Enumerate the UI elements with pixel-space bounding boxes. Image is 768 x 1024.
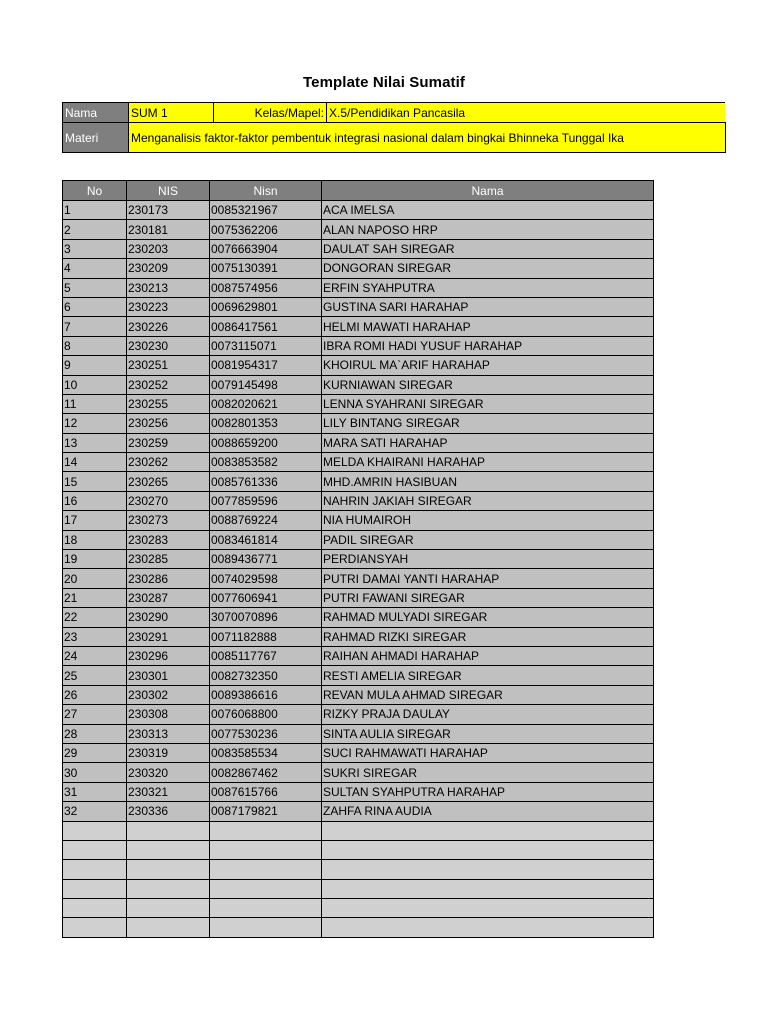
cell-no[interactable]: 26 [63,685,127,704]
cell-nisn[interactable]: 0076068800 [210,705,322,724]
cell-nisn[interactable]: 0076663904 [210,239,322,258]
cell-nisn[interactable]: 0079145498 [210,375,322,394]
cell-nis[interactable]: 230308 [127,705,210,724]
table-row [63,530,654,549]
cell-no[interactable] [63,899,127,918]
column-header-no[interactable]: No [63,181,127,201]
cell-no[interactable]: 21 [63,588,127,607]
cell-no[interactable] [63,918,127,937]
kelas-value-cell[interactable]: X.5/Pendidikan Pancasila [327,103,726,123]
student-table [62,180,654,938]
table-row [63,433,654,452]
cell-nama[interactable] [322,840,654,859]
cell-nis[interactable]: 230209 [127,259,210,278]
cell-nama[interactable]: PUTRI DAMAI YANTI HARAHAP [322,569,654,588]
cell-nis[interactable]: 230287 [127,588,210,607]
cell-nisn[interactable]: 0077859596 [210,491,322,510]
cell-nis[interactable]: 230320 [127,763,210,782]
cell-nisn[interactable] [210,821,322,840]
cell-nis[interactable]: 230226 [127,317,210,336]
header-table [62,102,726,153]
cell-nisn[interactable]: 0087615766 [210,782,322,801]
cell-nisn[interactable]: 0082732350 [210,666,322,685]
table-row [63,666,654,685]
cell-nama[interactable] [322,821,654,840]
cell-nama[interactable]: IBRA ROMI HADI YUSUF HARAHAP [322,336,654,355]
cell-no[interactable] [63,821,127,840]
nama-label: Nama [63,103,129,123]
cell-nama[interactable]: REVAN MULA AHMAD SIREGAR [322,685,654,704]
cell-nis[interactable] [127,840,210,859]
cell-nama[interactable]: SULTAN SYAHPUTRA HARAHAP [322,782,654,801]
cell-nisn[interactable]: 0071182888 [210,627,322,646]
cell-no[interactable]: 17 [63,511,127,530]
cell-no[interactable]: 4 [63,259,127,278]
cell-no[interactable]: 6 [63,297,127,316]
cell-nisn[interactable]: 0073115071 [210,336,322,355]
cell-no[interactable]: 12 [63,414,127,433]
cell-nis[interactable]: 230223 [127,297,210,316]
cell-no[interactable]: 16 [63,491,127,510]
cell-no[interactable] [63,840,127,859]
cell-nis[interactable] [127,860,210,879]
cell-nama[interactable]: RAHMAD RIZKI SIREGAR [322,627,654,646]
table-row [63,646,654,665]
cell-nisn[interactable]: 0077530236 [210,724,322,743]
cell-nama[interactable]: NIA HUMAIROH [322,511,654,530]
cell-nis[interactable]: 230313 [127,724,210,743]
cell-nisn[interactable] [210,879,322,898]
cell-nisn[interactable]: 0086417561 [210,317,322,336]
table-row [63,453,654,472]
cell-nisn[interactable]: 0075362206 [210,220,322,239]
cell-nisn[interactable]: 0087574956 [210,278,322,297]
table-row [63,220,654,239]
cell-nisn[interactable]: 0089436771 [210,550,322,569]
table-row [63,356,654,375]
table-row [63,511,654,530]
table-row [63,278,654,297]
cell-nama[interactable]: ALAN NAPOSO HRP [322,220,654,239]
cell-nisn[interactable]: 0075130391 [210,259,322,278]
table-row [63,627,654,646]
cell-nis[interactable]: 230181 [127,220,210,239]
cell-nisn[interactable]: 0081954317 [210,356,322,375]
cell-nama[interactable]: NAHRIN JAKIAH SIREGAR [322,491,654,510]
cell-nis[interactable]: 230321 [127,782,210,801]
cell-nisn[interactable] [210,840,322,859]
table-row [63,724,654,743]
cell-nisn[interactable] [210,918,322,937]
table-row [63,685,654,704]
cell-nis[interactable]: 230255 [127,394,210,413]
cell-nama[interactable]: LILY BINTANG SIREGAR [322,414,654,433]
cell-nisn[interactable]: 0085117767 [210,646,322,665]
column-header-nama[interactable]: Nama [322,181,654,201]
cell-no[interactable] [63,860,127,879]
table-row [63,297,654,316]
cell-nisn[interactable]: 0074029598 [210,569,322,588]
table-row [63,550,654,569]
cell-nama[interactable]: RAHMAD MULYADI SIREGAR [322,608,654,627]
table-row [63,472,654,491]
cell-nama[interactable]: PERDIANSYAH [322,550,654,569]
cell-nisn[interactable]: 0082801353 [210,414,322,433]
cell-nama[interactable]: KHOIRUL MA`ARIF HARAHAP [322,356,654,375]
table-row [63,201,654,220]
cell-nis[interactable] [127,821,210,840]
cell-nis[interactable]: 230270 [127,491,210,510]
table-header-row [63,181,654,201]
cell-nis[interactable]: 230273 [127,511,210,530]
cell-nama[interactable] [322,918,654,937]
cell-no[interactable]: 13 [63,433,127,452]
table-row [63,375,654,394]
cell-no[interactable]: 3 [63,239,127,258]
cell-no[interactable]: 20 [63,569,127,588]
table-body [63,201,654,938]
cell-nis[interactable]: 230319 [127,743,210,762]
cell-no[interactable]: 22 [63,608,127,627]
cell-nis[interactable]: 230285 [127,550,210,569]
kelas-label: Kelas/Mapel: [214,103,327,123]
cell-nama[interactable]: ERFIN SYAHPUTRA [322,278,654,297]
table-row [63,336,654,355]
cell-no[interactable]: 23 [63,627,127,646]
empty-table-row [63,899,654,918]
cell-nisn[interactable]: 0083585534 [210,743,322,762]
table-row [63,705,654,724]
empty-table-row [63,918,654,937]
cell-nisn[interactable]: 0083853582 [210,453,322,472]
cell-nisn[interactable]: 0083461814 [210,530,322,549]
column-header-nisn[interactable]: Nisn [210,181,322,201]
cell-no[interactable]: 15 [63,472,127,491]
cell-no[interactable]: 10 [63,375,127,394]
cell-nisn[interactable] [210,899,322,918]
empty-table-row [63,879,654,898]
cell-nisn[interactable]: 0082867462 [210,763,322,782]
table-row [63,317,654,336]
page-title: Template Nilai Sumatif [303,74,465,91]
cell-nama[interactable] [322,879,654,898]
table-row [63,414,654,433]
cell-nama[interactable]: PUTRI FAWANI SIREGAR [322,588,654,607]
cell-nama[interactable]: RAIHAN AHMADI HARAHAP [322,646,654,665]
empty-table-row [63,840,654,859]
cell-nisn[interactable] [210,860,322,879]
materi-label: Materi [63,123,129,153]
cell-nis[interactable]: 230296 [127,646,210,665]
materi-value-cell[interactable]: Menganalisis faktor-faktor pembentuk integrasi nasional dalam bingkai Bhinneka Tunggal Ika [129,123,726,153]
cell-nisn[interactable]: 0089386616 [210,685,322,704]
cell-no[interactable]: 11 [63,394,127,413]
table-row [63,743,654,762]
table-row [63,569,654,588]
table-row [63,782,654,801]
cell-no[interactable]: 32 [63,802,127,821]
cell-nis[interactable]: 230290 [127,608,210,627]
cell-nama[interactable]: SUCI RAHMAWATI HARAHAP [322,743,654,762]
cell-nama[interactable]: RESTI AMELIA SIREGAR [322,666,654,685]
cell-nama[interactable]: HELMI MAWATI HARAHAP [322,317,654,336]
cell-no[interactable]: 19 [63,550,127,569]
cell-no[interactable]: 27 [63,705,127,724]
cell-nama[interactable]: DAULAT SAH SIREGAR [322,239,654,258]
table-row [63,239,654,258]
cell-nis[interactable]: 230259 [127,433,210,452]
cell-nis[interactable] [127,879,210,898]
cell-nama[interactable]: MARA SATI HARAHAP [322,433,654,452]
table-row [63,608,654,627]
cell-nisn[interactable]: 0088769224 [210,511,322,530]
cell-nama[interactable]: MHD.AMRIN HASIBUAN [322,472,654,491]
cell-nisn[interactable]: 3070070896 [210,608,322,627]
table-row [63,802,654,821]
cell-nis[interactable]: 230256 [127,414,210,433]
cell-nama[interactable]: PADIL SIREGAR [322,530,654,549]
cell-nisn[interactable]: 0085321967 [210,201,322,220]
cell-no[interactable]: 2 [63,220,127,239]
materi-row [63,123,726,153]
empty-table-row [63,860,654,879]
cell-no[interactable]: 31 [63,782,127,801]
cell-nama[interactable] [322,899,654,918]
cell-nis[interactable]: 230173 [127,201,210,220]
cell-nis[interactable] [127,899,210,918]
cell-nis[interactable]: 230251 [127,356,210,375]
cell-no[interactable] [63,879,127,898]
cell-nis[interactable]: 230301 [127,666,210,685]
cell-no[interactable]: 29 [63,743,127,762]
cell-nama[interactable]: RIZKY PRAJA DAULAY [322,705,654,724]
cell-nis[interactable]: 230283 [127,530,210,549]
table-row [63,259,654,278]
cell-no[interactable]: 5 [63,278,127,297]
cell-nis[interactable]: 230262 [127,453,210,472]
table-row [63,588,654,607]
cell-nisn[interactable]: 0077606941 [210,588,322,607]
cell-nis[interactable]: 230265 [127,472,210,491]
column-header-nis[interactable]: NIS [127,181,210,201]
cell-nis[interactable]: 230203 [127,239,210,258]
table-row [63,394,654,413]
cell-no[interactable]: 1 [63,201,127,220]
table-row [63,491,654,510]
nama-value-cell[interactable]: SUM 1 [129,103,214,123]
cell-nama[interactable]: GUSTINA SARI HARAHAP [322,297,654,316]
cell-nis[interactable]: 230230 [127,336,210,355]
cell-no[interactable]: 14 [63,453,127,472]
cell-nama[interactable]: ACA IMELSA [322,201,654,220]
cell-nama[interactable] [322,860,654,879]
cell-no[interactable]: 24 [63,646,127,665]
cell-nisn[interactable]: 0082020621 [210,394,322,413]
kelas-highlight-extension [655,103,723,122]
cell-nama[interactable]: KURNIAWAN SIREGAR [322,375,654,394]
cell-no[interactable]: 28 [63,724,127,743]
nama-row [63,103,726,123]
cell-nama[interactable]: MELDA KHAIRANI HARAHAP [322,453,654,472]
table-row [63,763,654,782]
cell-nis[interactable] [127,918,210,937]
cell-no[interactable]: 18 [63,530,127,549]
cell-no[interactable]: 8 [63,336,127,355]
cell-no[interactable]: 9 [63,356,127,375]
cell-nama[interactable]: ZAHFA RINA AUDIA [322,802,654,821]
cell-nisn[interactable]: 0085761336 [210,472,322,491]
cell-no[interactable]: 7 [63,317,127,336]
cell-nama[interactable]: DONGORAN SIREGAR [322,259,654,278]
cell-nama[interactable]: LENNA SYAHRANI SIREGAR [322,394,654,413]
cell-no[interactable]: 30 [63,763,127,782]
cell-nis[interactable]: 230291 [127,627,210,646]
empty-table-row [63,821,654,840]
cell-nis[interactable]: 230336 [127,802,210,821]
cell-nama[interactable]: SUKRI SIREGAR [322,763,654,782]
cell-nis[interactable]: 230213 [127,278,210,297]
cell-nisn[interactable]: 0087179821 [210,802,322,821]
cell-no[interactable]: 25 [63,666,127,685]
cell-nis[interactable]: 230286 [127,569,210,588]
cell-nama[interactable]: SINTA AULIA SIREGAR [322,724,654,743]
cell-nisn[interactable]: 0069629801 [210,297,322,316]
cell-nisn[interactable]: 0088659200 [210,433,322,452]
cell-nis[interactable]: 230302 [127,685,210,704]
cell-nis[interactable]: 230252 [127,375,210,394]
